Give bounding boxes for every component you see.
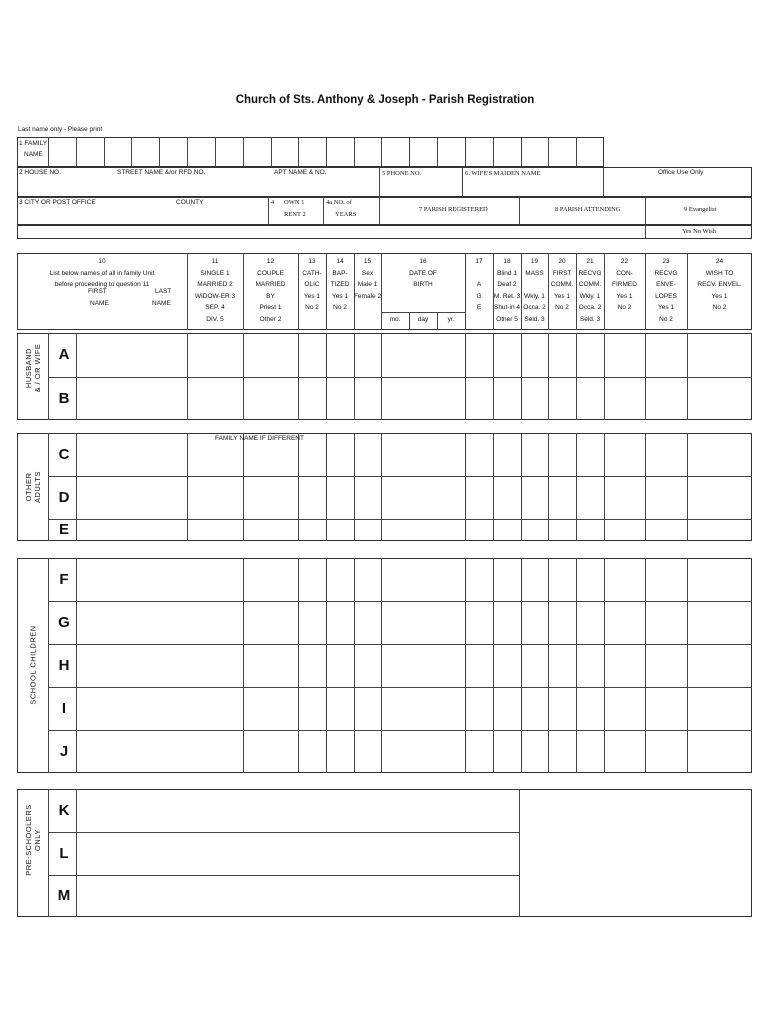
column-header-line: BAP- [332, 269, 348, 277]
dob-divider [381, 312, 466, 313]
family-name-letter-cell[interactable] [244, 138, 271, 166]
divider [323, 197, 324, 225]
column-divider [354, 558, 355, 773]
column-header-line: BY [266, 292, 275, 300]
column-header-line: RECVG [654, 269, 678, 277]
section-label-line: ONLY [33, 829, 42, 851]
instruction-text: Last name only - Please print [18, 126, 103, 133]
column-divider [519, 789, 520, 917]
column-header-line: FIRMED [612, 281, 637, 288]
column-header-line: Yes 1 [331, 292, 349, 300]
divider [462, 167, 463, 197]
column-header-line: SEP. 4 [205, 304, 225, 311]
column-number: 11 [211, 258, 219, 265]
column-header-line: No 2 [333, 304, 347, 311]
row-letter-F: F [59, 570, 69, 588]
row-letter-G: G [58, 613, 70, 631]
yes-no-wish-label: Yes No Wish [682, 228, 716, 235]
wife-maiden-label: 6. WIFE'S MAIDEN NAME [465, 170, 541, 177]
column-header-line: DIV. 5 [206, 315, 224, 323]
divider [268, 197, 269, 225]
row-name-field[interactable] [77, 833, 518, 874]
years-label: YEARS [335, 211, 357, 218]
column-header-line: Male 1 [357, 281, 378, 288]
column-header-21 [576, 256, 604, 325]
column-number: 17 [475, 258, 483, 265]
column-divider [687, 558, 688, 773]
column-header-11 [187, 256, 243, 325]
column-number: 14 [336, 258, 344, 265]
column-header-line: No 2 [617, 304, 632, 311]
row-letter-D: D [58, 488, 70, 506]
column-divider [354, 433, 355, 541]
family-name-letter-cell[interactable] [355, 138, 381, 166]
column-number: 13 [308, 258, 316, 265]
column-divider [576, 433, 577, 541]
last-label: LAST [155, 288, 172, 295]
column-header-line: No 2 [659, 315, 673, 323]
column-divider [493, 433, 494, 541]
row-letter-E: E [58, 521, 69, 538]
column-divider [243, 558, 244, 773]
section-label-line: HUSBAND [24, 347, 33, 389]
section-label-divider [48, 789, 49, 917]
family-cell-divider [576, 137, 577, 167]
divider [645, 225, 646, 239]
family-name-letter-cell[interactable] [216, 138, 243, 166]
row-letter-L: L [59, 844, 69, 862]
section-side-label [24, 344, 42, 393]
column-divider [548, 433, 549, 541]
family-name-letter-cell[interactable] [77, 138, 104, 166]
column-header-line: COUPLE [257, 269, 284, 277]
column-header-line: E [476, 304, 482, 311]
column-divider [493, 558, 494, 773]
column-number: 15 [363, 258, 372, 265]
column-header-line: RECVG [578, 269, 602, 277]
column-header-16 [381, 256, 465, 291]
divider [645, 197, 646, 225]
family-name-letter-cell[interactable] [410, 138, 437, 166]
column-number: 10 [98, 258, 106, 265]
own-num: 4 [271, 199, 275, 206]
column-header-line: Yes 1 [616, 292, 633, 300]
column-header-line: Priest 1 [259, 304, 282, 311]
row-letter-B: B [58, 389, 70, 407]
divider [379, 197, 380, 225]
column-number: 21 [586, 258, 594, 265]
column-header-line: Other 5 [496, 315, 518, 323]
column-header-line: CATH- [302, 269, 322, 277]
section-label-divider [48, 433, 49, 541]
column-header-line: MARRIED 2 [197, 281, 233, 288]
column-number: 16 [419, 258, 427, 265]
column-divider [645, 558, 646, 773]
column-header-line: Female 2 [354, 292, 382, 300]
column-divider [604, 433, 605, 541]
column-header-line: COMM. [550, 281, 574, 288]
column-number: 22 [620, 258, 629, 265]
column-header-line: before proceeding to question 11 [54, 281, 150, 288]
column-number: 23 [662, 258, 670, 265]
apt-name-label: APT NAME & NO. [274, 169, 327, 176]
years-num-label: 4a NO. of [326, 199, 352, 206]
column-header-line: Deaf 2 [497, 281, 517, 288]
column-divider [298, 433, 299, 541]
column-header-line: Wkly. 1 [579, 292, 601, 300]
column-header-line: BIRTH [413, 281, 433, 288]
column-divider [521, 558, 522, 773]
column-divider [645, 433, 646, 541]
column-header-line: M. Ret. 3 [493, 292, 521, 300]
column-divider [381, 558, 382, 773]
column-header-line: Wkly. 1 [524, 292, 545, 300]
column-header-line: No 2 [555, 304, 569, 311]
row-name-field[interactable] [77, 731, 242, 772]
row-letter-I: I [61, 699, 67, 717]
parish-registered-label: 7 PARISH REGISTERED [419, 206, 488, 213]
first-name-label: NAME [90, 300, 109, 307]
column-header-line: MARRIED [255, 281, 286, 288]
section-label-line: PRE-SCHOOLERS [24, 804, 33, 876]
row-name-field[interactable] [77, 520, 186, 540]
column-header-17 [465, 256, 493, 314]
row-name-field[interactable] [77, 559, 242, 600]
section-label-divider [48, 558, 49, 773]
row-letter-K: K [58, 801, 70, 819]
row-name-field[interactable] [77, 790, 518, 831]
column-header-line: ENVE- [656, 281, 676, 288]
column-header-line: WISH TO [705, 269, 734, 277]
family-name-letter-cell[interactable] [494, 138, 521, 166]
column-header-line: MASS [525, 269, 544, 277]
column-header-20 [548, 256, 576, 314]
row-name-field[interactable] [77, 688, 242, 729]
divider [379, 167, 380, 197]
column-header-15 [354, 256, 381, 302]
family-name-letter-cell[interactable] [299, 138, 326, 166]
column-number: 18 [503, 258, 511, 265]
column-divider [381, 433, 382, 541]
column-divider [548, 558, 549, 773]
section-label-line: SCHOOL CHILDREN [28, 625, 38, 705]
column-divider [326, 558, 327, 773]
column-header-line: RECV. ENVEL. [697, 281, 742, 288]
row-name-field[interactable] [77, 334, 186, 376]
column-divider [465, 558, 466, 773]
office-use-label: Office Use Only [658, 169, 704, 176]
row-name-field[interactable] [77, 434, 186, 475]
section-label-line: & / OR WIFE [33, 343, 42, 393]
section-side-label [24, 471, 42, 503]
column-header-19 [521, 256, 548, 325]
family-name-letter-cell[interactable] [549, 138, 576, 166]
column-header-line: Seld. 3 [579, 315, 601, 323]
column-header-line: Yes 1 [657, 304, 675, 311]
row-name-field[interactable] [77, 876, 518, 916]
column-header-line: Sex [361, 269, 374, 277]
row-letter-A: A [58, 346, 70, 363]
column-header-line: Yes 1 [303, 292, 321, 300]
row-name-field[interactable] [77, 602, 242, 643]
column-divider [243, 433, 244, 541]
column-number: 12 [266, 258, 275, 265]
family-name-num: 1 FAMILY [19, 140, 48, 147]
row-name-field[interactable] [77, 378, 186, 419]
family-name-if-different-label: FAMILY NAME IF DIFFERENT [215, 435, 304, 442]
column-number: 24 [715, 258, 724, 265]
column-divider [187, 433, 188, 541]
parish-attending-label: 8 PARISH ATTENDING [555, 206, 621, 213]
row-name-field[interactable] [77, 477, 186, 518]
last-name-label: NAME [152, 300, 171, 307]
column-number: 19 [530, 258, 539, 265]
rent-label: RENT 2 [284, 211, 306, 218]
family-name-letter-cell[interactable] [188, 138, 215, 166]
column-header-line: A [476, 281, 482, 288]
column-header-12 [243, 256, 298, 325]
column-header-14 [326, 256, 354, 314]
column-header-line: DATE OF [409, 269, 437, 277]
form-title: Church of Sts. Anthony & Joseph - Parish Registration [235, 94, 535, 106]
row-letter-H: H [58, 656, 70, 674]
column-header-22 [604, 256, 645, 314]
divider [603, 167, 604, 197]
house-no-label: 2 HOUSE NO. [19, 169, 61, 176]
family-name-letter-cell[interactable] [132, 138, 159, 166]
column-header-23 [645, 256, 687, 325]
column-header-24 [687, 256, 752, 314]
column-header-line: CON- [616, 269, 633, 277]
row-name-field[interactable] [77, 645, 242, 686]
section-label-line: OTHER [24, 472, 33, 502]
own-label: OWN 1 [284, 199, 305, 206]
column-divider [298, 558, 299, 773]
column-header-13 [298, 256, 326, 314]
column-divider [604, 558, 605, 773]
column-divider [521, 433, 522, 541]
city-row [17, 197, 752, 225]
phone-no-label: 5 PHONE NO. [382, 170, 422, 177]
column-header-line: SINGLE 1 [200, 269, 230, 277]
section-label-line: ADULTS [33, 470, 42, 504]
section-side-label [29, 625, 38, 704]
column-header-line: WIDOW-ER 3 [194, 292, 236, 300]
column-header-line [465, 268, 493, 280]
family-name-letter-cell[interactable] [466, 138, 493, 166]
first-label: FIRST [88, 288, 107, 295]
section-side-label [24, 804, 42, 876]
family-name-letter-cell[interactable] [272, 138, 298, 166]
evangelist-label: 9 Evangelist [684, 206, 717, 213]
county-label: COUNTY [176, 199, 204, 206]
column-header-line: Yes 1 [711, 292, 728, 300]
column-divider [465, 433, 466, 541]
family-name-letter-cell[interactable] [382, 138, 409, 166]
column-header-line: TIZED [330, 281, 350, 288]
row-letter-C: C [58, 445, 70, 463]
family-name-letter-cell[interactable] [327, 138, 354, 166]
column-header-line: Blind 1 [497, 269, 517, 277]
column-divider [576, 558, 577, 773]
column-divider [687, 433, 688, 541]
column-divider [326, 433, 327, 541]
column-header-10 [17, 256, 187, 291]
column-header-line [521, 279, 548, 291]
row-letter-J: J [59, 742, 69, 760]
family-name-letter-cell[interactable] [49, 138, 76, 166]
row-letter-M: M [57, 887, 71, 904]
column-header-line: FIRST [552, 269, 572, 277]
dob-year: yr. [447, 316, 455, 323]
column-header-line: List below names of all in family Unit [49, 269, 155, 277]
column-number: 20 [558, 258, 566, 265]
column-header-18 [493, 256, 521, 325]
family-name-letter-cell[interactable] [522, 138, 548, 166]
column-header-line: Yes 1 [553, 292, 571, 300]
family-name-letter-cell[interactable] [438, 138, 465, 166]
family-name-letter-cell[interactable] [160, 138, 187, 166]
column-header-line: COMM. [578, 281, 602, 288]
city-label: 3 CITY OR POST OFFICE [19, 199, 96, 206]
column-header-line: No 2 [305, 304, 319, 311]
dob-day: day [417, 316, 429, 323]
column-header-line: Seld. 3 [524, 315, 545, 323]
yes-no-row [17, 225, 752, 239]
dob-month: mo. [389, 316, 401, 323]
street-name-label: STREET NAME &/or RFD NO. [117, 169, 206, 176]
column-header-line: Occa. 2 [578, 304, 602, 311]
divider [519, 197, 520, 225]
column-header-line: LOPES [655, 292, 677, 300]
column-header-line: G [476, 292, 482, 300]
column-header-line: Other 2 [259, 315, 282, 323]
column-header-line: No 2 [712, 304, 727, 311]
column-header-line: OLIC [304, 281, 320, 288]
family-name-label: NAME [24, 151, 43, 158]
column-header-line: Occa. 2 [523, 304, 546, 311]
family-name-letter-cell[interactable] [105, 138, 131, 166]
column-header-line: Shut-in 4 [493, 304, 521, 311]
